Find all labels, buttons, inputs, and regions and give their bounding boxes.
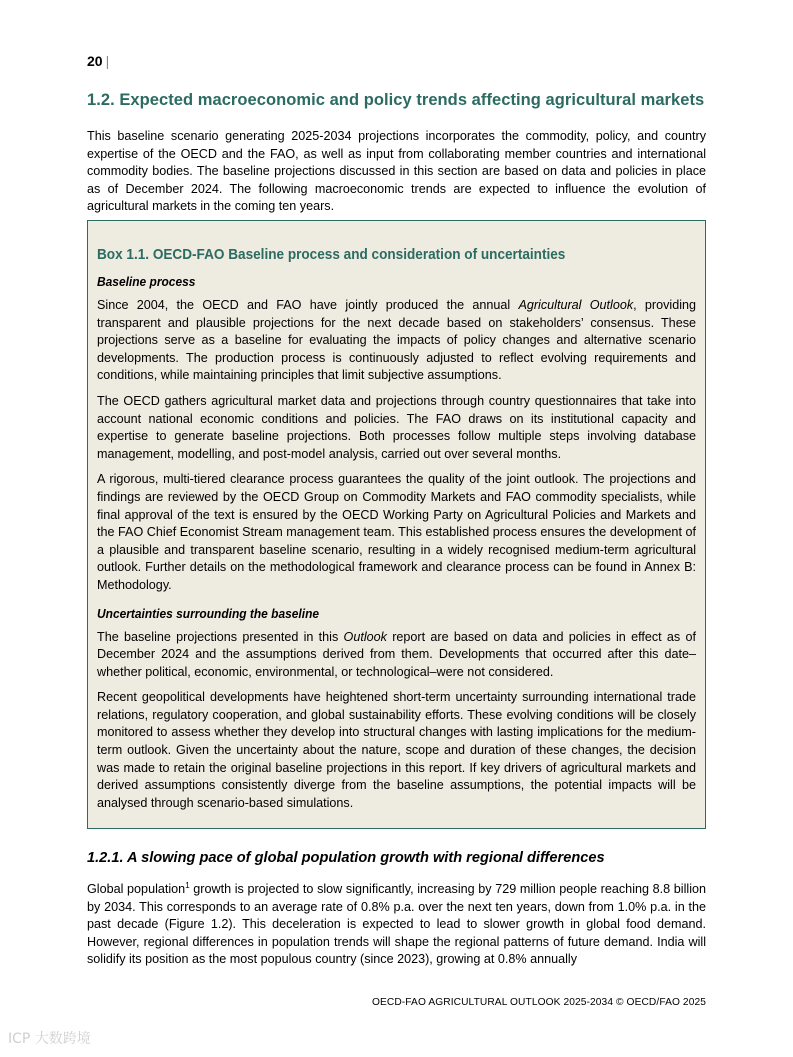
page-number [87, 53, 109, 69]
subsection-text-end: growth is projected to slow significantly, increasing by 729 million people reaching 8.8 billion by 2034. This corresponds to an average rate of 0.8% p.a. over the next ten years, down from 1.0% p.a. in the past decade (Figure 1.2). This deceleration is expected to lead to slower growth in global food demand. However, regional differences in population trends will shape the regional patterns of future demand. India will solidify its position as the most populous country (since 2023), growing at 0.8% annually [87, 882, 707, 967]
watermark: ICP 大数跨境 [8, 1031, 91, 1047]
box-title: Box 1.1. OECD-FAO Baseline process and consideration of uncertainties [97, 247, 566, 263]
box-p1-italic: Agricultural Outlook [518, 298, 634, 312]
page-number-value: 20 [87, 53, 103, 69]
box-heading-uncertainties: Uncertainties surrounding the baseline [97, 606, 320, 621]
subsection-paragraph [87, 881, 706, 969]
box-p4-italic: Outlook [343, 629, 387, 644]
box-paragraph-1 [97, 297, 696, 385]
section-intro-paragraph: This baseline scenario generating 2025-2034 projections incorporates the commodity, policy, and country expertise of the OECD and the FAO, as well as input from collaborating member countries and international commodity bodies. The baseline projections discussed in this section are based on data and policies in place as of December 2024. The following macroeconomic trends are expected to influence the evolution of agricultural markets in the coming ten years. [87, 129, 706, 214]
page-footer: OECD-FAO AGRICULTURAL OUTLOOK 2025-2034 © OECD/FAO 2025 [371, 997, 706, 1008]
box-paragraph-3: A rigorous, multi-tiered clearance process guarantees the quality of the joint outlook. The projections and findings are reviewed by the OECD Group on Commodity Markets and FAO commodity specialists, while final approval of the text is ensured by the OECD Working Party on Agricultural Policies and Markets and the FAO Chief Economist Stream management team. This established process ensures the development of a plausible and transparent baseline scenario, resulting in a widely recognised medium-term agricultural outlook. Further details on the methodological framework and clearance process can be found in Annex B: Methodology. [97, 472, 696, 592]
section-title: 1.2. Expected macroeconomic and policy trends affecting agricultural markets [87, 91, 705, 109]
footnote-reference[interactable]: 1 [185, 880, 190, 890]
subsection-title: 1.2.1. A slowing pace of global population growth with regional differences [87, 850, 605, 866]
box-p1-text-start: Since 2004, the OECD and FAO have jointly produced the annual [97, 298, 519, 312]
subsection-text-start: Global population [87, 882, 186, 896]
box-paragraph-2: The OECD gathers agricultural market data and projections through country questionnaires that take into account national economic conditions and policies. The FAO draws on its institutional capacity and expertise to generate baseline projections. Both processes follow multiple steps involving database management, modelling, and post-model analysis, carried out over several months. [97, 393, 696, 461]
box-p4-text-start: The baseline projections presented in this [97, 629, 344, 644]
box-paragraph-5: Recent geopolitical developments have heightened short-term uncertainty surrounding international trade relations, regulatory cooperation, and global sustainability efforts. These evolving conditions will be closely monitored to assess whether they develop into structural changes with lasting implications for the medium-term outlook. Given the uncertainty about the nature, scope and duration of these changes, the decision was made to retain the original baseline projections in this report. If key drivers of agricultural markets and derived assumptions consistently diverge from the baseline assumptions, the potential impacts will be analysed through scenario-based simulations. [97, 690, 696, 810]
box-p1-text-end: , providing transparent and plausible projections for the next decade based on stakeholders’ consensus. These projections serve as a baseline for evaluating the impacts of policy changes and alternative scenario developments. The production process is continuously adjusted to reflect evolving requirements and conditions, while maintaining principles that limit subjective assumptions. [97, 298, 697, 383]
box-heading-baseline-process: Baseline process [97, 275, 196, 289]
page-number-separator: | [105, 53, 110, 69]
box-p4-text-end: report are based on data and policies in effect as of December 2024 and the assumptions derived from them. Developments that occurred after this date–whether political, economic, environmental, or technological–were not considered. [97, 629, 696, 679]
baseline-process-box [87, 220, 706, 829]
box-paragraph-4 [97, 629, 696, 682]
